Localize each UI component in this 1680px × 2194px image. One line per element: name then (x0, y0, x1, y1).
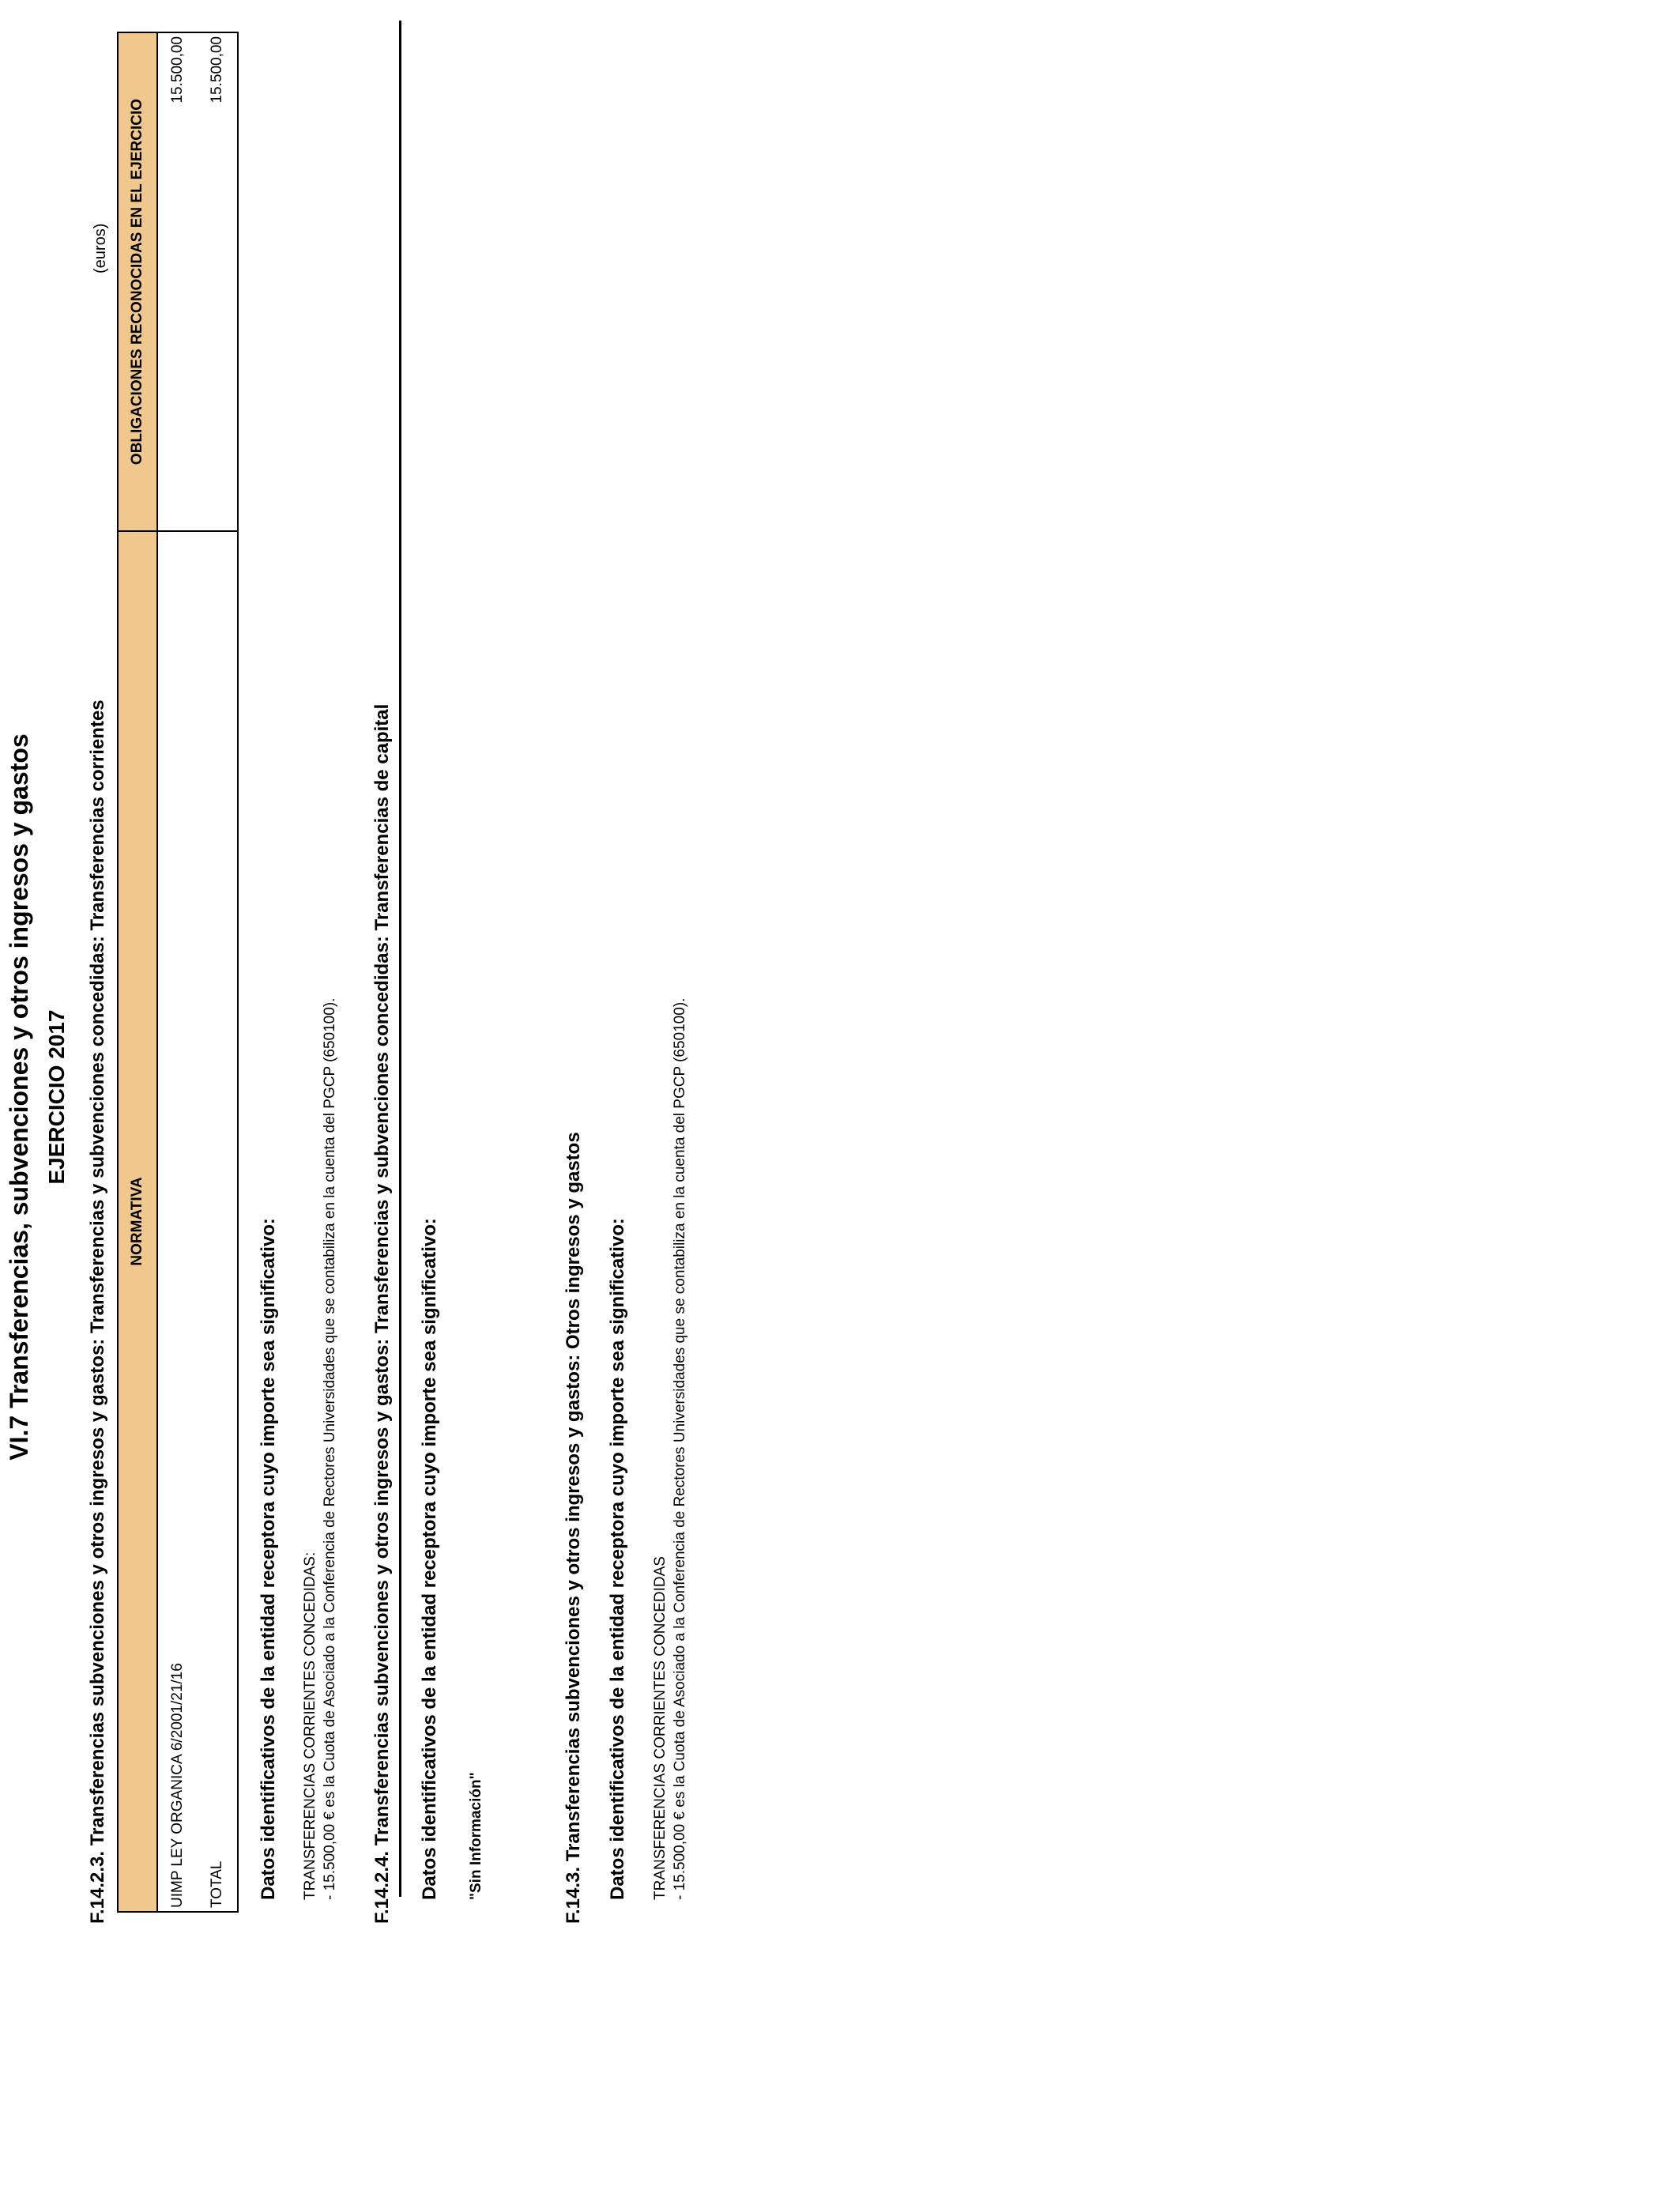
table-total-row (198, 32, 238, 1912)
datos-identificativos-heading: Datos identificativos de la entidad receptora cuyo importe sea significativo: (607, 1218, 628, 1900)
table-row (157, 32, 198, 1912)
table-cell-normativa: UIMP LEY ORGANICA 6/2001/21/16 (157, 531, 198, 1912)
table-cell-amount: 15.500,00 (157, 32, 198, 531)
table-header-row (118, 32, 157, 1912)
cuota-asociado-line: - 15.500,00 € es la Cuota de Asociado a la Conferencia de Rectores Universidades que se contabiliza en la cuenta del PGCP (650100). (322, 997, 338, 1900)
cuota-asociado-line: - 15.500,00 € es la Cuota de Asociado a la Conferencia de Rectores Universidades que se contabiliza en la cuenta del PGCP (650100). (672, 997, 688, 1900)
column-header-normativa: NORMATIVA (118, 531, 157, 1912)
section-divider-line (399, 21, 401, 1897)
datos-identificativos-heading: Datos identificativos de la entidad receptora cuyo importe sea significativo: (419, 1218, 440, 1900)
page-title: VI.7 Transferencias, subvenciones y otros ingresos y gastos (5, 733, 33, 1461)
section-heading-f14-3: F.14.3. Transferencias subvenciones y otros ingresos y gastos: Otros ingresos y gastos (563, 1132, 584, 1924)
section-heading-f14-2-4: F.14.2.4. Transferencias subvenciones y otros ingresos y gastos: Transferencias y subvenciones concedidas: Transferencias de capital (371, 703, 393, 1924)
transferencias-corrientes-table (117, 32, 239, 1913)
fiscal-year: EJERCICIO 2017 (44, 1009, 69, 1185)
transferencias-line: TRANSFERENCIAS CORRIENTES CONCEDIDAS (652, 1556, 669, 1900)
currency-unit: (euros) (92, 223, 109, 273)
section-heading-f14-2-3: F.14.2.3. Transferencias subvenciones y otros ingresos y gastos: Transferencias y subvenciones concedidas: Transferencias corrientes (87, 699, 108, 1924)
sin-informacion-text: "Sin Información" (468, 1772, 484, 1900)
column-header-obligaciones: OBLIGACIONES RECONOCIDAS EN EL EJERCICIO (118, 32, 157, 531)
datos-identificativos-heading: Datos identificativos de la entidad receptora cuyo importe sea significativo: (258, 1218, 279, 1900)
transferencias-line: TRANSFERENCIAS CORRIENTES CONCEDIDAS: (302, 1551, 318, 1900)
table-cell-total-label: TOTAL (198, 531, 238, 1912)
table-cell-total-amount: 15.500,00 (198, 32, 238, 531)
